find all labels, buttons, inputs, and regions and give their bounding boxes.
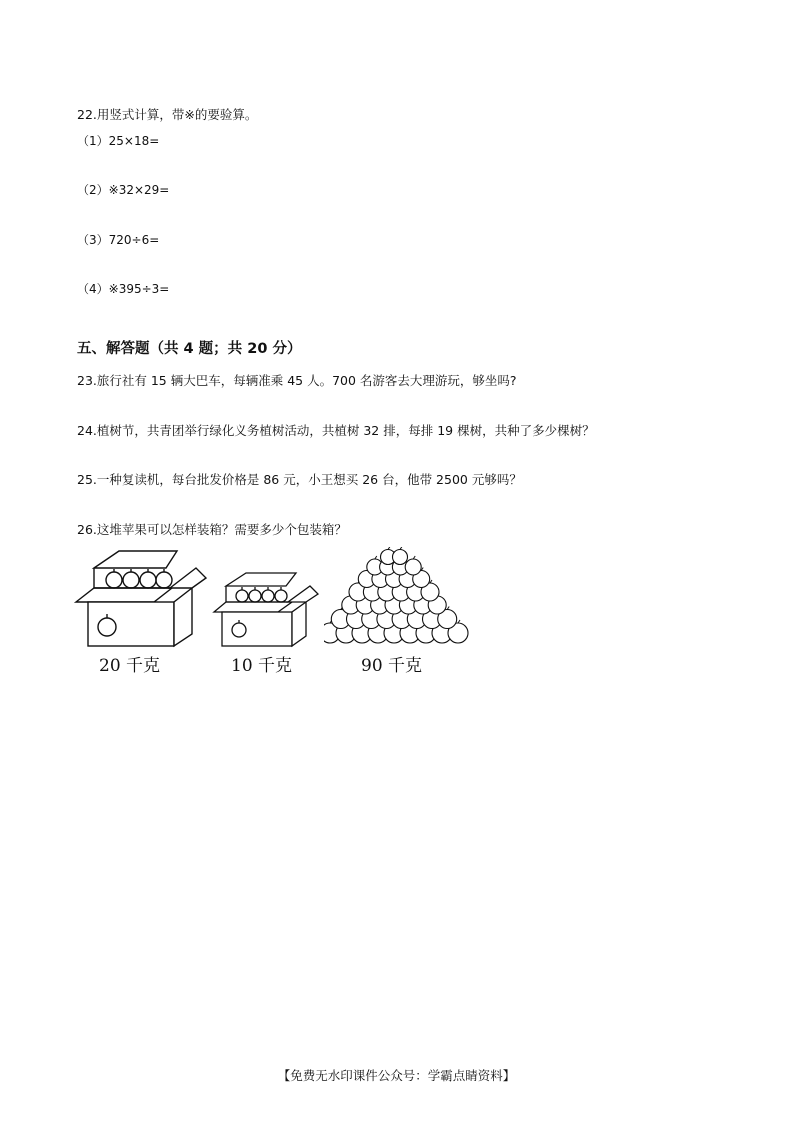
small-box-label: 10 千克 <box>231 656 293 676</box>
big-box-label: 20 千克 <box>99 656 161 676</box>
apple-shape <box>393 550 408 565</box>
apple-pile-illustration <box>324 547 470 651</box>
q22-item-3: （3）720÷6= <box>77 233 160 247</box>
section-heading: 五、解答题（共 4 题；共 20 分） <box>77 341 302 357</box>
apple-shape <box>405 559 421 575</box>
pile-label: 90 千克 <box>361 656 423 676</box>
small-apple-box-illustration <box>212 570 322 650</box>
q22-item-2: （2）※32×29= <box>77 183 170 197</box>
q24-text: 24.植树节，共青团举行绿化义务植树活动，共植树 32 排，每排 19 棵树，共种了多少棵树？ <box>77 423 595 438</box>
big-apple-box-illustration <box>74 548 214 650</box>
q25-text: 25.一种复读机，每台批发价格是 86 元，小王想买 26 台，他带 2500 元够吗？ <box>77 472 522 487</box>
q22-item-1: （1）25×18= <box>77 134 160 148</box>
q22-title: 22.用竖式计算，带※的要验算。 <box>77 107 258 122</box>
q26-text: 26.这堆苹果可以怎样装箱？需要多少个包装箱？ <box>77 522 347 537</box>
q22-item-4: （4）※395÷3= <box>77 282 170 296</box>
q23-text: 23.旅行社有 15 辆大巴车，每辆准乘 45 人。700 名游客去大理游玩，够坐吗? <box>77 373 517 388</box>
footer-note: 【免费无水印课件公众号：学霸点睛资料】 <box>277 1068 516 1083</box>
